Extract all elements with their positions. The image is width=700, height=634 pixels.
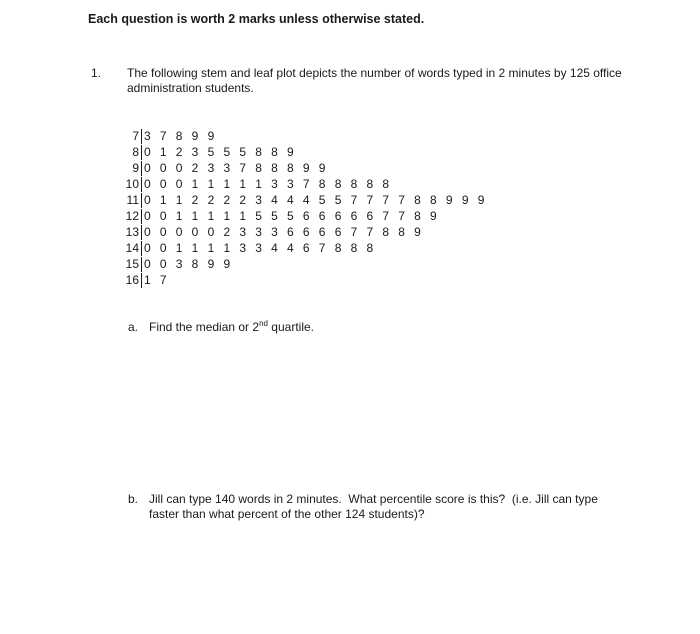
leaf-list [144,144,303,160]
stem-value: 11 [126,193,139,207]
leaf-value: 1 [175,241,183,255]
leaf-list [144,128,223,144]
leaf-value: 1 [175,193,183,207]
leaf-value: 2 [223,225,231,239]
leaf-list [144,192,494,208]
leaf-value: 8 [255,161,262,175]
leaf-value: 5 [318,193,326,207]
leaf-value: 8 [350,177,358,191]
leaf-value: 6 [334,225,342,239]
leaf-list [144,272,176,288]
stem-leaf-divider [141,257,142,272]
leaf-list [144,240,382,256]
leaf-value: 8 [398,225,405,239]
leaf-value: 1 [191,241,199,255]
leaf-value: 9 [223,257,231,271]
stem-value: 16 [125,273,139,287]
leaf-value: 7 [350,225,358,239]
leaf-value: 0 [207,225,215,239]
question-number: 1. [91,66,102,80]
leaf-value: 2 [207,193,215,207]
leaf-value: 0 [175,225,183,239]
leaf-value: 7 [398,209,405,223]
leaf-value: 8 [382,177,390,191]
leaf-value: 4 [271,193,278,207]
stem-leaf-divider [141,273,142,288]
stem-leaf-divider [141,177,142,192]
leaf-value: 8 [430,193,437,207]
stem-value: 10 [125,177,139,191]
leaf-value: 6 [350,209,358,223]
leaf-value: 8 [175,129,183,143]
worksheet-instructions: Each question is worth 2 marks unless otherwise stated. [88,12,425,26]
leaf-value: 1 [239,177,247,191]
leaf-value: 5 [207,145,215,159]
leaf-value: 1 [255,177,262,191]
leaf-list [144,256,239,272]
stem-leaf-divider [141,193,142,208]
leaf-value: 1 [223,209,231,223]
part-a-letter: a. [128,320,139,334]
leaf-value: 6 [318,209,326,223]
leaf-value: 3 [223,161,231,175]
leaf-value: 8 [366,241,374,255]
leaf-value: 9 [414,225,421,239]
leaf-value: 3 [175,257,183,271]
leaf-value: 9 [207,257,215,271]
leaf-value: 2 [223,193,231,207]
stem-leaf-divider [141,129,142,144]
leaf-list [144,160,335,176]
leaf-value: 3 [207,161,215,175]
leaf-value: 0 [159,225,167,239]
leaf-value: 1 [223,177,231,191]
part-b-line-1: Jill can type 140 words in 2 minutes. What percentile score is this? (i.e. Jill can type [149,492,598,506]
leaf-value: 3 [144,129,151,143]
leaf-value: 4 [287,241,294,255]
part-b-line-2: faster than what percent of the other 124 students)? [149,506,425,521]
leaf-value: 1 [175,209,183,223]
leaf-value: 3 [255,241,262,255]
leaf-value: 0 [144,161,151,175]
leaf-value: 0 [144,193,151,207]
leaf-value: 5 [287,209,294,223]
leaf-value: 3 [239,241,247,255]
leaf-value: 4 [302,193,310,207]
stem-value: 8 [132,145,139,159]
leaf-value: 8 [414,193,421,207]
leaf-value: 9 [318,161,326,175]
part-a-text-after: quartile. [267,320,314,334]
leaf-value: 2 [175,145,183,159]
stem-leaf-divider [141,161,142,176]
leaf-value: 8 [318,177,326,191]
leaf-value: 0 [191,225,199,239]
leaf-value: 5 [223,145,231,159]
stem-value: 7 [132,129,139,143]
leaf-value: 7 [302,177,310,191]
leaf-value: 8 [271,145,278,159]
leaf-value: 3 [271,225,278,239]
leaf-value: 9 [430,209,437,223]
leaf-value: 0 [159,209,167,223]
stem-value: 12 [125,209,139,223]
leaf-list [144,224,430,240]
leaf-value: 8 [366,177,374,191]
stem-leaf-divider [141,209,142,224]
leaf-value: 8 [271,161,278,175]
part-b-question [149,492,669,521]
leaf-value: 0 [144,177,151,191]
leaf-value: 1 [207,209,215,223]
leaf-value: 6 [334,209,342,223]
leaf-value: 1 [191,177,199,191]
part-a-question [149,320,314,335]
leaf-value: 1 [144,273,151,287]
leaf-value: 8 [382,225,390,239]
leaf-value: 4 [287,193,294,207]
leaf-value: 9 [461,193,469,207]
leaf-value: 0 [175,161,183,175]
stem-value: 15 [125,257,139,271]
leaf-value: 7 [382,209,390,223]
leaf-value: 8 [191,257,199,271]
leaf-value: 0 [159,177,167,191]
leaf-value: 6 [318,225,326,239]
leaf-value: 9 [302,161,310,175]
part-b-letter: b. [128,492,139,506]
leaf-value: 4 [271,241,278,255]
leaf-value: 0 [159,257,167,271]
leaf-value: 8 [334,177,342,191]
leaf-value: 3 [255,193,262,207]
leaf-value: 3 [239,225,247,239]
leaf-value: 8 [334,241,342,255]
leaf-value: 0 [144,145,151,159]
leaf-list [144,176,398,192]
leaf-value: 0 [159,161,167,175]
leaf-value: 6 [302,209,310,223]
leaf-value: 7 [366,225,374,239]
leaf-value: 8 [287,161,294,175]
part-a-text-before: Find the median or 2 [149,320,260,334]
leaf-value: 0 [144,209,151,223]
leaf-value: 9 [207,129,215,143]
leaf-value: 7 [366,193,374,207]
leaf-value: 7 [398,193,405,207]
leaf-value: 0 [175,177,183,191]
leaf-value: 9 [191,129,199,143]
stem-leaf-divider [141,145,142,160]
leaf-value: 0 [144,257,151,271]
stem-value: 13 [125,225,139,239]
leaf-value: 1 [191,209,199,223]
leaf-value: 3 [271,177,278,191]
leaf-value: 7 [318,241,326,255]
leaf-value: 0 [144,241,151,255]
stem-leaf-divider [141,241,142,256]
leaf-list [144,208,446,224]
leaf-value: 7 [239,161,247,175]
question-text: The following stem and leaf plot depicts the number of words typed in 2 minutes by 125 office administration students. [127,66,622,95]
leaf-value: 8 [350,241,358,255]
leaf-value: 7 [159,273,167,287]
leaf-value: 2 [239,193,247,207]
leaf-value: 9 [445,193,453,207]
leaf-value: 2 [191,193,199,207]
leaf-value: 6 [287,225,294,239]
leaf-value: 8 [414,209,421,223]
part-a-superscript: nd [259,319,268,328]
leaf-value: 6 [366,209,374,223]
leaf-value: 1 [159,145,167,159]
leaf-value: 3 [287,177,294,191]
stem-value: 9 [132,161,139,175]
leaf-value: 7 [350,193,358,207]
stem-value: 14 [125,241,139,255]
leaf-value: 1 [159,193,167,207]
leaf-value: 5 [239,145,247,159]
stem-leaf-divider [141,225,142,240]
leaf-value: 1 [207,241,215,255]
leaf-value: 1 [207,177,215,191]
leaf-value: 5 [334,193,342,207]
leaf-value: 8 [255,145,262,159]
leaf-value: 6 [302,225,310,239]
leaf-value: 1 [223,241,231,255]
leaf-value: 9 [287,145,294,159]
leaf-value: 9 [477,193,485,207]
leaf-value: 2 [191,161,199,175]
leaf-value: 5 [271,209,278,223]
leaf-value: 5 [255,209,262,223]
leaf-value: 0 [144,225,151,239]
leaf-value: 1 [239,209,247,223]
leaf-value: 6 [302,241,310,255]
leaf-value: 3 [191,145,199,159]
leaf-value: 7 [159,129,167,143]
leaf-value: 3 [255,225,262,239]
leaf-value: 7 [382,193,390,207]
leaf-value: 0 [159,241,167,255]
